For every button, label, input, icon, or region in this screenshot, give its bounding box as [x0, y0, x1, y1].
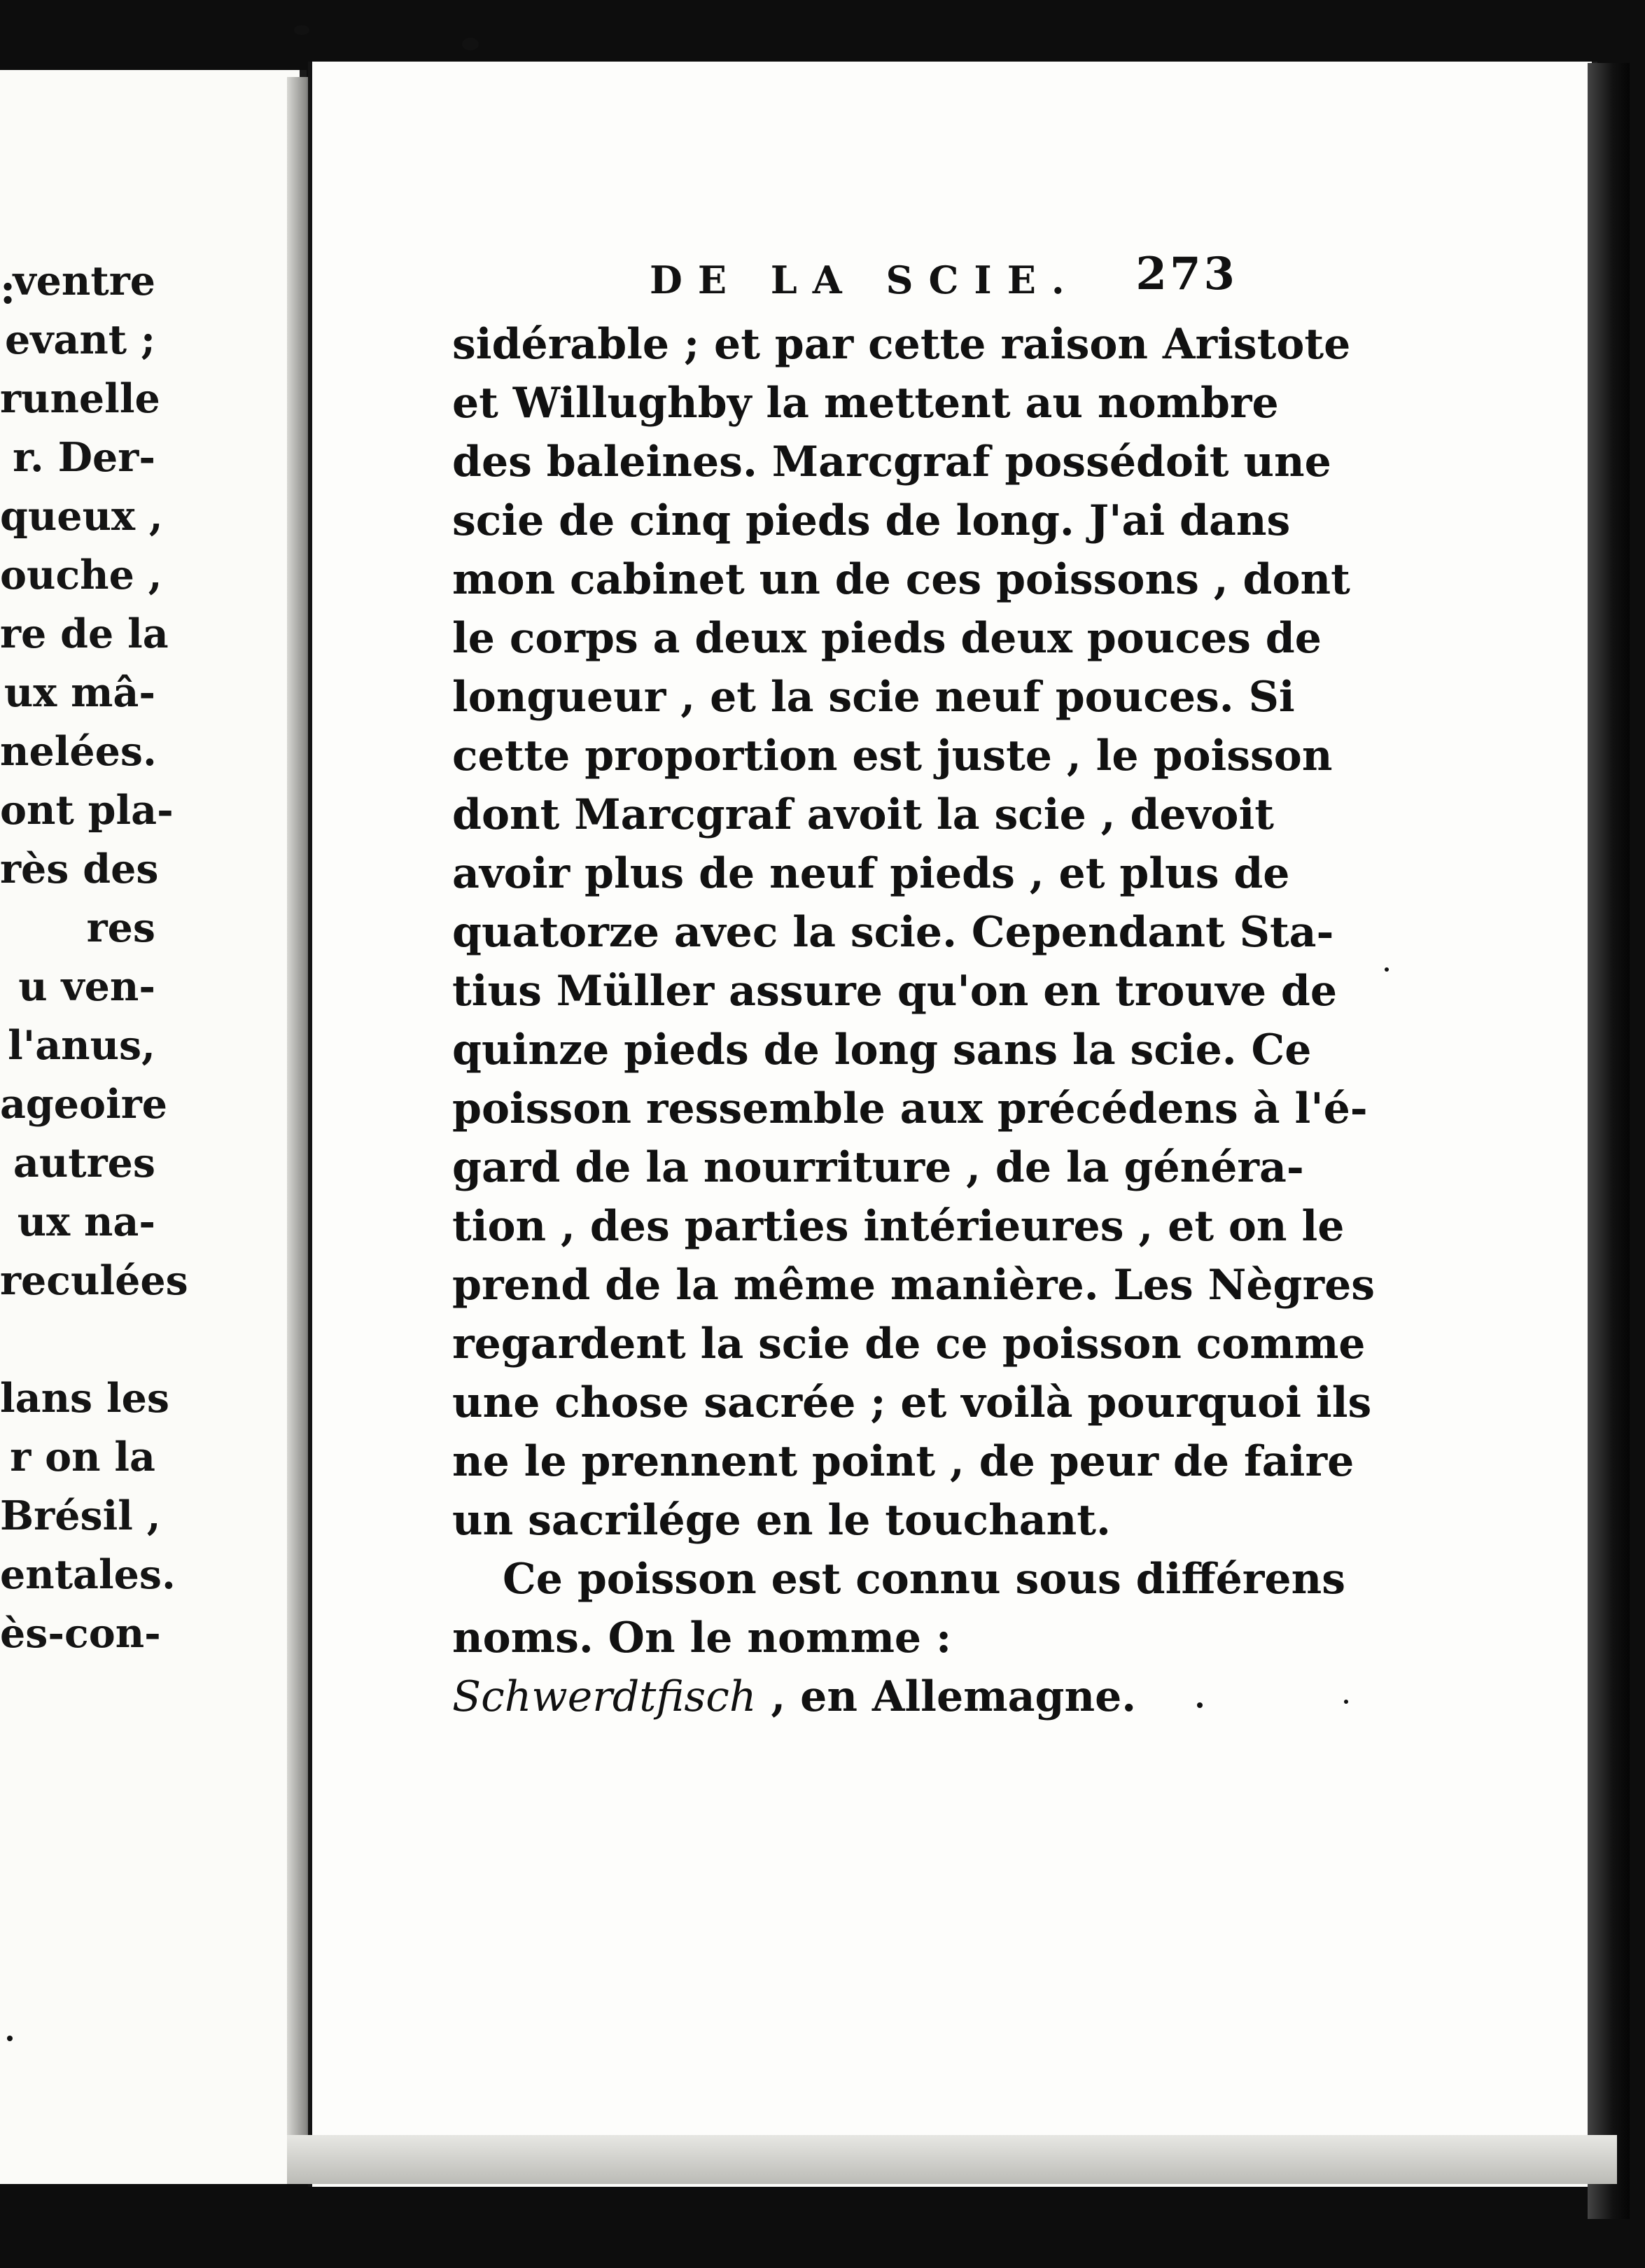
text-line: mon cabinet un de ces poissons , dont [452, 555, 1350, 604]
text-line: ne le prennent point , de peur de faire [452, 1437, 1354, 1486]
left-fragment-line: r on la [10, 1434, 155, 1480]
left-page-text-fragments [0, 252, 188, 1663]
left-fragment-line: Brésil , [0, 1492, 161, 1539]
text-line: tius Müller assure qu'on en trouve de [452, 967, 1338, 1016]
scan-speck [1344, 1700, 1348, 1704]
left-fragment-line: ageoire [0, 1081, 168, 1128]
text-line: noms. On le nomme : [452, 1614, 952, 1662]
scan-speck [462, 38, 479, 50]
left-page-colon: : [0, 265, 16, 314]
left-fragment-line: lans les [0, 1375, 169, 1422]
left-fragment-line: rès des [0, 846, 159, 892]
text-line: quinze pieds de long sans la scie. Ce [452, 1026, 1312, 1074]
text-line: Ce poisson est connu sous différens [503, 1555, 1345, 1604]
text-line: quatorze avec la scie. Cependant Sta- [452, 908, 1334, 957]
left-fragment-line: autres [13, 1140, 155, 1186]
text-line: un sacrilége en le touchant. [452, 1496, 1111, 1545]
left-fragment-line: res [86, 904, 155, 951]
left-fragment-line: evant ; [5, 316, 155, 363]
left-fragment-line: re de la [0, 610, 169, 657]
text-line: et Willughby la mettent au nombre [452, 379, 1279, 428]
text-line: longueur , et la scie neuf pouces. Si [452, 673, 1295, 722]
left-fragment-line: u ven- [18, 963, 155, 1010]
left-fragment-gap [0, 1310, 155, 1369]
page-edge-shadow [1588, 63, 1630, 2219]
text-line: gard de la nourriture , de la généra- [452, 1143, 1304, 1192]
left-fragment-line: entales. [0, 1551, 176, 1598]
text-line: poisson ressemble aux précédens à l'é- [452, 1084, 1368, 1133]
text-line: une chose sacrée ; et voilà pourquoi ils [452, 1378, 1372, 1427]
scan-speck [7, 2036, 13, 2041]
left-fragment-line: ux na- [17, 1198, 155, 1245]
left-fragment-line: ux mâ- [4, 669, 155, 716]
body-text [452, 315, 1376, 1726]
scan-speck [1385, 967, 1389, 972]
page-header [650, 248, 1238, 309]
text-line: avoir plus de neuf pieds , et plus de [452, 849, 1290, 898]
left-fragment-line: ventre [13, 258, 155, 304]
left-fragment-line: reculées [0, 1257, 188, 1304]
name-entry-line [452, 1667, 1242, 1726]
page-number: 273 [1135, 248, 1238, 300]
left-fragment-line: nelées. [0, 728, 157, 775]
left-fragment-line: l'anus, [8, 1022, 155, 1069]
left-fragment-line: r. Der- [13, 434, 155, 481]
text-line: prend de la même manière. Les Nègres [452, 1261, 1376, 1310]
left-fragment-line: ès-con- [0, 1610, 161, 1657]
page-bottom-edge [287, 2135, 1617, 2184]
foreign-name: Schwerdtfisch [452, 1672, 757, 1721]
text-line: sidérable ; et par cette raison Aristote [452, 320, 1351, 369]
text-line: tion , des parties intérieures , et on le [452, 1202, 1345, 1251]
text-line: scie de cinq pieds de long. J'ai dans [452, 496, 1291, 545]
text-line: cette proportion est juste , le poisson [452, 732, 1333, 780]
text-line: dont Marcgraf avoit la scie , devoit [452, 790, 1274, 839]
running-head: DE LA SCIE. [650, 258, 1080, 302]
text-line: des baleines. Marcgraf possédoit une [452, 438, 1331, 486]
left-fragment-line: queux , [0, 493, 163, 540]
scan-speck [294, 25, 309, 35]
text-line: le corps a deux pieds deux pouces de [452, 614, 1322, 663]
left-fragment-line: ont pla- [0, 787, 174, 834]
left-fragment-line: runelle [0, 375, 160, 422]
left-fragment-line: ouche , [0, 552, 162, 598]
text-line: regardent la scie de ce poisson comme [452, 1320, 1366, 1368]
name-entry-country: , en Allemagne. [771, 1672, 1137, 1721]
